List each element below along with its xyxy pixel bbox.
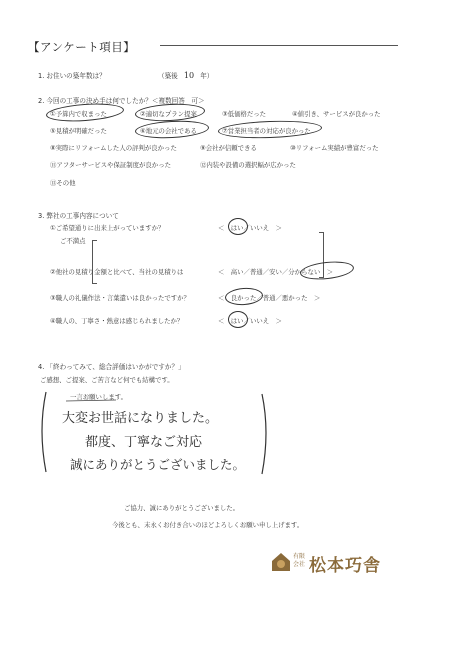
q1-answer-prefix: （築後 — [158, 72, 178, 80]
company-logo — [271, 551, 405, 576]
q3-item-4-text: ④職人の、丁寧さ・熱意は感じられましたか？ — [50, 317, 184, 325]
page-title: 【アンケート項目】 — [28, 40, 136, 54]
q3-label: 3. 弊社の工事内容について — [38, 212, 119, 220]
closing-line-2: 今後とも、末永くお付き合いのほどよろしくお願い申し上げます。 — [112, 521, 304, 529]
q2-option-8: ⑧実際にリフォームした人の評判が良かった — [50, 144, 177, 152]
q2-option-7: ⑦営業担当者の対応が良かった — [222, 127, 311, 135]
q2-label: 2. 今回の工事の決め手は何でしたか？＜複数回答 可＞ — [38, 97, 205, 105]
q2-option-4: ④値引き、サービスが良かった — [292, 110, 381, 118]
handwritten-line-3: 誠にありがとうございました。 — [70, 457, 246, 472]
q4-label: 4. 「終わってみて、総合評価はいかがですか？」 — [38, 363, 185, 371]
q2-option-2: ②適切なプラン提案 — [140, 110, 197, 118]
q4-sub: ご感想、ご提案、ご苦言など何でも結構です。 — [40, 376, 174, 384]
q2-option-6: ⑥地元の会社である — [140, 127, 197, 135]
q1-answer-value: 10 — [183, 71, 195, 80]
q3-complaint-label: ご不満点 — [60, 237, 86, 245]
q1-answer-suffix: 年） — [200, 72, 214, 80]
q2-option-10: ⑩リフォーム実績が豊富だった — [290, 144, 379, 152]
q3-item-2-answer: ＜ 高い／普通／安い／分からない ＞ — [218, 268, 334, 276]
logo-house-icon — [271, 552, 291, 572]
q2-option-1: ①予算内で収まった — [50, 110, 107, 118]
q2-option-12: ⑫内装や設備の選択幅が広かった — [200, 161, 296, 169]
q2-option-13: ⑬その他 — [50, 179, 76, 187]
q1-label: 1. お住いの築年数は？ — [38, 72, 106, 80]
logo-name: 松本巧舎 — [309, 556, 381, 576]
q3-item-2-text: ②他社の見積り金額と比べて、当社の見積りは — [50, 268, 184, 276]
q2-option-11: ⑪アフターサービスや保証制度が良かった — [50, 161, 171, 169]
q3-item-3-text: ③職人の礼儀作法・言葉遣いは良かったですか？ — [50, 294, 190, 302]
q4-box-heading: 一言お願いします。 — [70, 393, 128, 401]
q3-item-3-answer: ＜ 良かった／普通／悪かった ＞ — [218, 294, 321, 302]
q2-option-5: ⑤見積が明確だった — [50, 127, 107, 135]
q2-option-9: ⑨会社が信頼できる — [200, 144, 257, 152]
handwritten-line-1: 大変お世話になりました。 — [62, 411, 219, 426]
q3-item-4-answer: ＜ はい／いいえ ＞ — [218, 317, 282, 325]
q3-item-1-answer: ＜ はい／いいえ ＞ — [218, 224, 282, 232]
logo-prefix: 有限会社 — [293, 553, 306, 568]
q3-item-1-text: ①ご希望通りに出来上がっていますか？ — [50, 224, 165, 232]
closing-line-1: ご協力、誠にありがとうございました。 — [124, 504, 240, 512]
q2-option-3: ③低価格だった — [222, 110, 267, 118]
handwritten-line-2: 都度、丁寧なご対応 — [85, 435, 203, 450]
